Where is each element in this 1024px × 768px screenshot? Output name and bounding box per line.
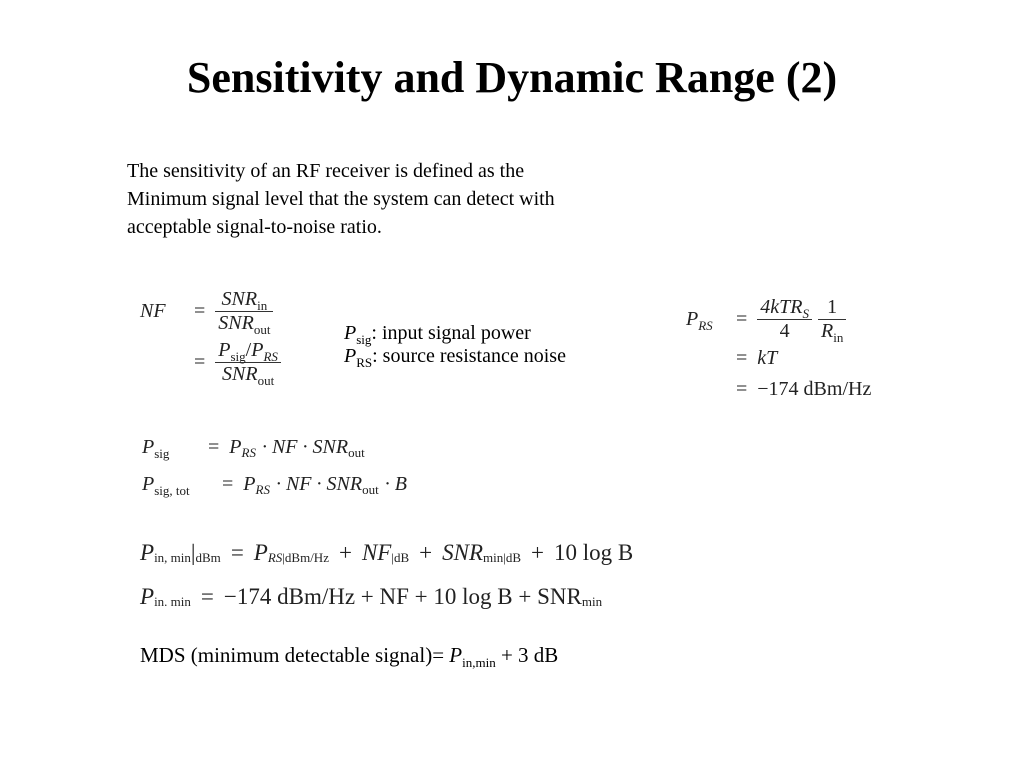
legend-psig: $P_{sig}$: input signal power [344, 322, 531, 347]
nf-equation: NF = $\frac{SNR_{in}}{SNR_{out}}$ = $\frac{P_{sig}/P_{RS}}{SNR_{out}}$ [140, 288, 281, 386]
psig-equations: $P_{sig}$ = P RS · NF · SNR out $P_{sig, tot}$ = P RS · NF · SNR out · B [142, 436, 407, 498]
intro-paragraph [127, 157, 647, 241]
intro-line-3: acceptable signal-to-noise ratio. [127, 216, 382, 238]
pmin-equations: P in, min | dBm = P RS |dBm/Hz + NF |dB + SNR min |dB + 10 log B P in. min = −174 dBm/Hz + NF + 10 log B + SNR min [140, 540, 634, 609]
intro-line-1: The sensitivity of an RF receiver is defined as the [127, 160, 525, 182]
nf-lhs: NF [140, 300, 166, 322]
legend-prs: $P_{RS}$: source resistance noise [344, 345, 566, 370]
symbol-legend [344, 322, 566, 368]
power-ratio-fraction: $\frac{P_{sig}/P_{RS}}{SNR_{out}}$ [215, 339, 281, 386]
slide-title: Sensitivity and Dynamic Range (2) [186, 53, 838, 102]
snr-ratio-fraction: $\frac{SNR_{in}}{SNR_{out}}$ [215, 288, 273, 335]
intro-line-2: Minimum signal level that the system can detect with [127, 188, 555, 210]
prs-equation: $P_{RS}$ = $\frac{4kTR_S}{4}$ $\frac{1}{R_{in}}$ = kT = −174 dBm/Hz [686, 296, 872, 400]
mds-definition: MDS (minimum detectable signal)= $P_{in,min} + 3$ dB [140, 643, 559, 670]
